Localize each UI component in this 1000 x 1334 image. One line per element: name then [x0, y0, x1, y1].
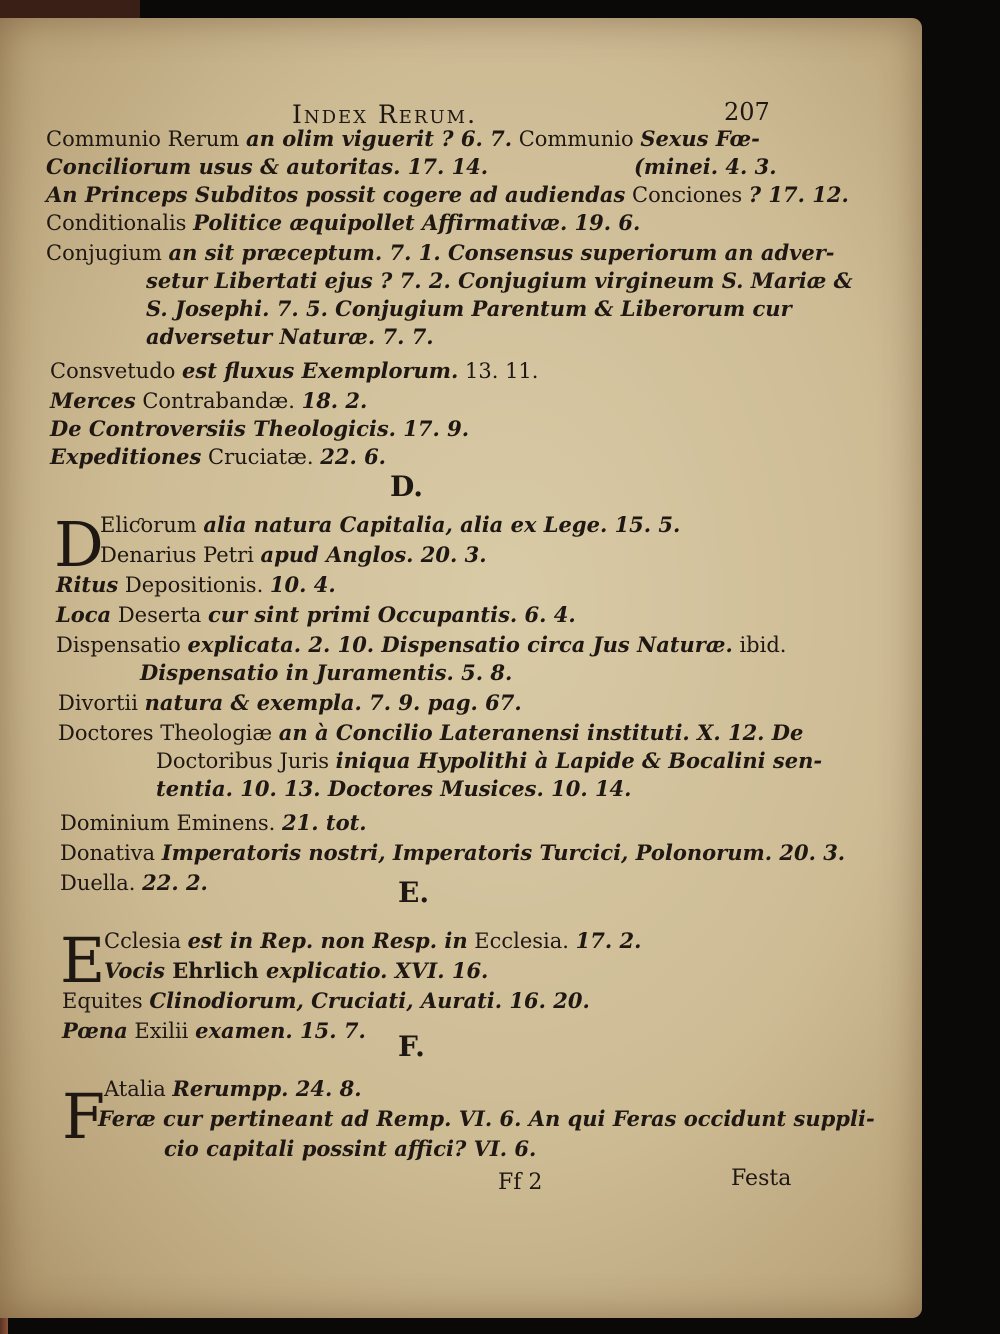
index-entry	[46, 154, 488, 180]
entry-desc: natura & exempla. 7. 9. pag. 67.	[144, 690, 522, 715]
entry-ref: 13. 11.	[458, 359, 539, 383]
entry-ref: 18. 2.	[301, 388, 368, 413]
entry-continuation	[156, 776, 631, 802]
entry-desc: ? 17. 12.	[748, 182, 849, 207]
entry-desc: explicatio. XVI. 16.	[258, 958, 489, 983]
entry-term: Depositionis.	[118, 573, 270, 597]
entry-desc: apud Anglos. 20. 3.	[260, 542, 487, 567]
index-entry	[56, 572, 336, 598]
entry-term: Atalia	[104, 1077, 173, 1101]
entry-term: Conditionalis	[46, 211, 194, 235]
index-entry	[50, 444, 386, 470]
entry-term: Dominium Eminens.	[60, 811, 283, 835]
entry-desc: explicata. 2. 10. Dispensatio circa Jus Naturæ.	[187, 632, 733, 657]
index-entry	[58, 720, 803, 746]
entry-ref: ibid.	[732, 633, 787, 657]
entry-desc: alia natura Capitalia, alia ex Lege. 15. 5.	[203, 512, 681, 537]
index-entry	[62, 1018, 366, 1044]
entry-term: Cclesia	[104, 929, 188, 953]
entry-desc: Pœna	[62, 1018, 128, 1043]
page-number: 207	[724, 98, 770, 126]
drop-cap-e: E	[60, 924, 106, 997]
index-entry	[46, 182, 849, 208]
entry-ref: 17. 2.	[575, 928, 642, 953]
entry-ref: 10. 4.	[269, 572, 336, 597]
entry-desc: Dispensatio in Juramentis. 5. 8.	[140, 660, 513, 685]
index-entry	[46, 240, 835, 266]
entry-desc: iniqua Hypolithi à Lapide & Bocalini sen-	[335, 748, 823, 773]
section-heading-d: D.	[390, 470, 424, 503]
entry-term: Communio	[512, 127, 641, 151]
entry-desc: Expeditiones	[50, 444, 202, 469]
entry-desc: adversetur Naturæ. 7. 7.	[146, 324, 434, 349]
entry-ref: 22. 2.	[142, 870, 208, 895]
running-header: Index Rerum.	[292, 100, 478, 129]
index-entry	[46, 126, 760, 152]
index-entry	[104, 958, 488, 984]
entry-term: Consvetudo	[50, 359, 183, 383]
entry-desc: Feræ cur pertineant ad Remp. VI. 6. An qui Feras occidunt suppli-	[98, 1106, 875, 1131]
entry-desc: An Princeps Subditos possit cogere ad audiendas	[46, 182, 626, 207]
entry-ref: 21. tot.	[282, 810, 367, 835]
entry-continuation	[146, 296, 792, 322]
index-entry	[56, 602, 576, 628]
entry-desc: Loca	[56, 602, 112, 627]
entry-desc: an olim viguerit ? 6. 7.	[246, 126, 513, 151]
section-heading-f: F.	[398, 1030, 425, 1063]
entry-desc: Clinodiorum, Cruciati, Aurati. 16. 20.	[149, 988, 590, 1013]
entry-continuation	[146, 268, 853, 294]
index-entry	[98, 1106, 875, 1132]
entry-continuation	[156, 748, 822, 774]
entry-term: Conciones	[625, 183, 749, 207]
catchword: Festa	[731, 1166, 792, 1191]
entry-desc: Vocis	[104, 958, 173, 983]
signature-mark: Ff 2	[498, 1170, 543, 1195]
entry-term-blackletter: Ehrlich	[172, 958, 259, 983]
entry-ref: 22. 6.	[320, 444, 386, 469]
section-heading-e: E.	[398, 876, 430, 909]
entry-desc: Merces	[50, 388, 136, 413]
entry-desc: cur sint primi Occupantis. 6. 4.	[208, 602, 576, 627]
entry-term: Doctores Theologiæ	[58, 721, 279, 745]
entry-term: Equites	[62, 989, 150, 1013]
entry-desc: tentia. 10. 13. Doctores Musices. 10. 14.	[156, 776, 632, 801]
index-entry	[60, 810, 367, 836]
entry-term: Doctoribus Juris	[156, 749, 336, 773]
entry-term: Contrabandæ.	[135, 389, 302, 413]
entry-desc: Sexus Fœ-	[640, 126, 760, 151]
entry-term: Deserta	[111, 603, 208, 627]
index-entry	[62, 988, 590, 1014]
entry-desc: Conciliorum usus & autoritas. 17. 14.	[46, 154, 489, 179]
entry-desc: setur Libertati ejus ? 7. 2. Conjugium virgineum S. Mariæ &	[146, 268, 853, 293]
entry-term: Dispensatio	[56, 633, 188, 657]
entry-desc: est in Rep. non Resp. in	[187, 928, 468, 953]
entry-term: Ecclesia.	[467, 929, 576, 953]
entry-term: Donativa	[60, 841, 162, 865]
index-entry	[50, 388, 367, 414]
book-top-edge	[0, 0, 140, 18]
entry-continuation	[164, 1136, 536, 1162]
entry-term: Cruciatæ.	[201, 445, 321, 469]
entry-desc: (minei. 4. 3.	[634, 154, 777, 179]
index-entry	[100, 542, 487, 568]
index-entry	[104, 928, 641, 954]
entry-desc: De Controversiis Theologicis. 17. 9.	[50, 416, 470, 441]
entry-desc: an à Concilio Lateranensi instituti. X. 12. De	[278, 720, 804, 745]
entry-term: Exilii	[127, 1019, 196, 1043]
index-entry	[50, 358, 538, 384]
entry-continuation	[146, 324, 434, 350]
entry-continuation	[634, 154, 777, 180]
index-entry	[60, 840, 845, 866]
entry-desc: est fluxus Exemplorum.	[182, 358, 459, 383]
entry-term: Divortii	[58, 691, 145, 715]
entry-term: Duella.	[60, 871, 143, 895]
drop-cap-f: F	[62, 1080, 106, 1153]
entry-desc: examen. 15. 7.	[195, 1018, 366, 1043]
index-entry	[100, 512, 680, 538]
index-entry	[46, 210, 640, 236]
drop-cap-d: D	[54, 508, 104, 581]
entry-desc: cio capitali possint affici? VI. 6.	[164, 1136, 537, 1161]
entry-desc: Ritus	[56, 572, 119, 597]
index-entry	[104, 1076, 362, 1102]
entry-term: Eliƈorum	[100, 513, 204, 537]
index-entry	[56, 632, 786, 658]
entry-desc: an sit præceptum. 7. 1. Consensus superiorum an adver-	[168, 240, 835, 265]
index-entry	[58, 690, 522, 716]
entry-desc: Rerumpp. 24. 8.	[172, 1076, 362, 1101]
entry-term: Communio Rerum	[46, 127, 247, 151]
entry-term: Conjugium	[46, 241, 169, 265]
entry-desc: Politice æquipollet Affirmativæ. 19. 6.	[193, 210, 641, 235]
book-page	[0, 18, 922, 1318]
entry-desc: S. Josephi. 7. 5. Conjugium Parentum & Liberorum cur	[146, 296, 792, 321]
index-entry	[60, 870, 208, 896]
index-entry	[50, 416, 469, 442]
entry-term: Denarius Petri	[100, 543, 261, 567]
entry-desc: Imperatoris nostri, Imperatoris Turcici, Polonorum. 20. 3.	[161, 840, 846, 865]
entry-continuation	[140, 660, 512, 686]
